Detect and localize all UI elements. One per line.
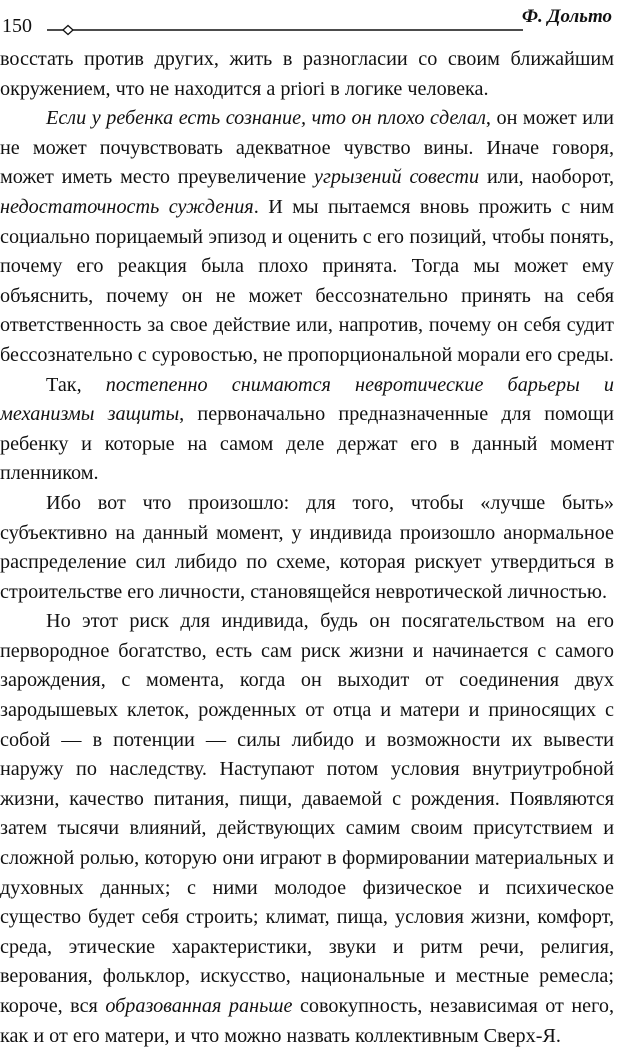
paragraph: [0, 104, 614, 370]
running-title: Ф. Дольто: [521, 6, 612, 27]
text-run: совокупность, независимая от него, как и от его матери, и что можно назвать коллективным Сверх-Я.: [0, 995, 614, 1047]
italic-text: Если у ребенка есть сознание, что он плохо сделал: [46, 107, 486, 130]
paragraph: [0, 45, 614, 104]
italic-text: образованная раньше: [105, 995, 293, 1017]
text-run: Так,: [46, 373, 106, 396]
paragraph: [0, 489, 614, 607]
text-run: , первоначально предназначенные для помощи ребенку и которые на самом деле держат его в данный момент пленником.: [0, 403, 614, 485]
page-header: [0, 6, 612, 42]
text-run: или, наоборот,: [479, 166, 615, 189]
body-text: [0, 45, 614, 1051]
header-rule-ornament: [47, 23, 523, 37]
text-run: Ибо вот что произошло: для того, чтобы «лучше быть» субъективно на данный момент, у индивида произошло анормальное распределение сил либидо по схеме, которая рискует утвердиться в строительстве его личности, становящейся невротической личностью.: [0, 491, 614, 603]
text-run: Но этот риск для индивида, будь он посягательством на его первородное богатство, есть сам риск жизни и начинается с самого зарождения, с момента, когда он выходит от соединения двух зародышевых клеток, рожденных от отца и матери и приносящих с собой — в потенции — силы либидо и возможности их вывести наружу по наследству. Наступают потом условия внутриутробной жизни, качество питания, пищи, даваемой с рождения. Появляются затем тысячи влияний, действующих самим своим присутствием и сложной ролью, которую они играют в формировании материальных и духовных данных; с ними молодое физическое и психическое существо будет себя строить; климат, пища, условия жизни, комфорт, среда, этические характеристики, звуки и ритм речи, религия, верования, фольклор, искусство, национальные и местные ремесла; короче, вся: [0, 610, 614, 1017]
text-run: восстать против других, жить в разногласии со своим ближайшим окружением, что не находится a priori в логике человека.: [0, 48, 614, 100]
italic-text: постепенно снимаются невротические барьеры и механизмы защиты: [0, 373, 614, 426]
text-run: . И мы пытаемся вновь прожить с ним социально порицаемый эпизод и оценить с его позиций, чтобы понять, почему его реакция была плохо принята. Тогда мы может ему объяснить, почему он не может бессознательно принять на себя ответственность за свое действие или, напротив, почему он себя судит бессознательно с суровостью, не пропорциональной морали его среды.: [0, 195, 614, 366]
paragraph: [0, 607, 614, 1051]
text-run: , он может или не может почувствовать адекватное чувство вины. Иначе говоря, может иметь место преувеличение: [0, 107, 614, 189]
italic-text: угрызений совести: [313, 166, 480, 189]
italic-text: недостаточность суждения: [0, 195, 254, 218]
paragraph: [0, 371, 614, 489]
page-number: 150: [2, 15, 32, 37]
